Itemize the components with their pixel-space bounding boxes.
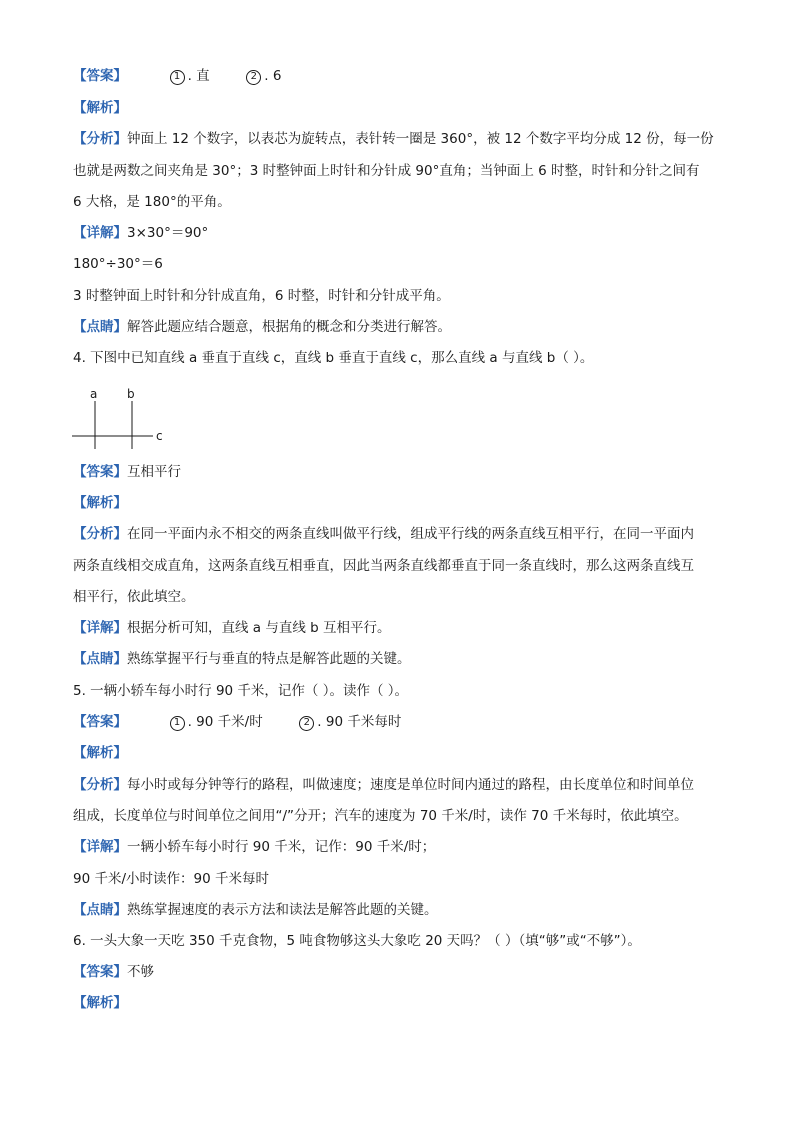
answer-tag: 【答案】: [73, 714, 127, 730]
fenxi-q3-line1: [73, 129, 714, 149]
question-6: 6. 一头大象一天吃 350 千克食物，5 吨食物够这头大象吃 20 天吗？（ ）（填“够”或“不够”）。: [73, 933, 641, 949]
xiangjie-text: 根据分析可知，直线 a 与直线 b 互相平行。: [127, 620, 391, 636]
analysis-heading: 【解析】: [73, 100, 127, 116]
dianjing-text: 熟练掌握速度的表示方法和读法是解答此题的关键。: [127, 902, 438, 918]
dianjing-tag: 【点睛】: [73, 651, 127, 667]
xiangjie-q3-line3: 3 时整钟面上时针和分针成直角，6 时整，时针和分针成平角。: [73, 288, 450, 304]
answer-tag: 【答案】: [73, 964, 127, 980]
analysis-heading: 【解析】: [73, 995, 127, 1011]
label-a: a: [90, 387, 98, 401]
answer-value: 不够: [127, 964, 154, 980]
fenxi-tag: 【分析】: [73, 526, 127, 542]
answer-q5: [73, 712, 401, 732]
answer-q4: [73, 462, 181, 482]
fenxi-text: 钟面上 12 个数字，以表芯为旋转点，表针转一圈是 360°，被 12 个数字平均分成 12 份，每一份: [127, 131, 714, 147]
dianjing-text: 熟练掌握平行与垂直的特点是解答此题的关键。: [127, 651, 411, 667]
answer-tag: 【答案】: [73, 68, 127, 84]
question-4: 4. 下图中已知直线 a 垂直于直线 c，直线 b 垂直于直线 c，那么直线 a 与直线 b（ ）。: [73, 350, 594, 366]
xiangjie-q3-line1: [73, 223, 208, 243]
answer-q6: [73, 962, 154, 982]
answer-value: . 90 千米/时: [187, 714, 263, 730]
question-5: 5. 一辆小轿车每小时行 90 千米，记作（ ）。读作（ ）。: [73, 683, 409, 699]
answer-q3: [73, 66, 281, 86]
answer-value: . 90 千米每时: [317, 714, 402, 730]
fenxi-text: 每小时或每分钟等行的路程，叫做速度；速度是单位时间内通过的路程，由长度单位和时间单位: [127, 777, 694, 793]
answer-value: 互相平行: [127, 464, 181, 480]
analysis-heading: 【解析】: [73, 745, 127, 761]
dianjing-q4: [73, 649, 411, 669]
fenxi-q5-line1: [73, 775, 694, 795]
dianjing-q5: [73, 900, 438, 920]
answer-value: . 直: [187, 68, 210, 84]
fenxi-q4-line3: 相平行，依此填空。: [73, 589, 195, 605]
xiangjie-tag: 【详解】: [73, 225, 127, 241]
answer-value: . 6: [264, 68, 282, 84]
xiangjie-text: 3×30°＝90°: [127, 225, 209, 241]
fenxi-tag: 【分析】: [73, 131, 127, 147]
fenxi-tag: 【分析】: [73, 777, 127, 793]
circled-number: 2: [299, 716, 314, 731]
fenxi-q4-line1: [73, 524, 694, 544]
xiangjie-text: 一辆小轿车每小时行 90 千米，记作：90 千米/时；: [127, 839, 436, 855]
xiangjie-q5-line1: [73, 837, 435, 857]
answer-tag: 【答案】: [73, 464, 127, 480]
dianjing-text: 解答此题应结合题意，根据角的概念和分类进行解答。: [127, 319, 451, 335]
xiangjie-q3-line2: 180°÷30°＝6: [73, 256, 163, 272]
label-c: c: [156, 429, 163, 443]
perpendicular-lines-diagram: [68, 382, 178, 452]
fenxi-q4-line2: 两条直线相交成直角，这两条直线互相垂直，因此当两条直线都垂直于同一条直线时，那么这两条直线互: [73, 558, 694, 574]
circled-number: 1: [170, 70, 185, 85]
dianjing-tag: 【点睛】: [73, 319, 127, 335]
analysis-heading: 【解析】: [73, 495, 127, 511]
xiangjie-q4: [73, 618, 391, 638]
xiangjie-tag: 【详解】: [73, 620, 127, 636]
fenxi-q3-line3: 6 大格，是 180°的平角。: [73, 194, 231, 210]
fenxi-text: 在同一平面内永不相交的两条直线叫做平行线，组成平行线的两条直线互相平行，在同一平面内: [127, 526, 694, 542]
label-b: b: [127, 387, 135, 401]
fenxi-q3-line2: 也就是两数之间夹角是 30°；3 时整钟面上时针和分针成 90°直角；当钟面上 6 时整，时针和分针之间有: [73, 163, 700, 179]
circled-number: 2: [246, 70, 261, 85]
xiangjie-tag: 【详解】: [73, 839, 127, 855]
dianjing-q3: [73, 317, 451, 337]
dianjing-tag: 【点睛】: [73, 902, 127, 918]
fenxi-q5-line2: 组成，长度单位与时间单位之间用“/”分开；汽车的速度为 70 千米/时，读作 70 千米每时，依此填空。: [73, 808, 688, 824]
xiangjie-q5-line2: 90 千米/小时读作：90 千米每时: [73, 871, 269, 887]
circled-number: 1: [170, 716, 185, 731]
